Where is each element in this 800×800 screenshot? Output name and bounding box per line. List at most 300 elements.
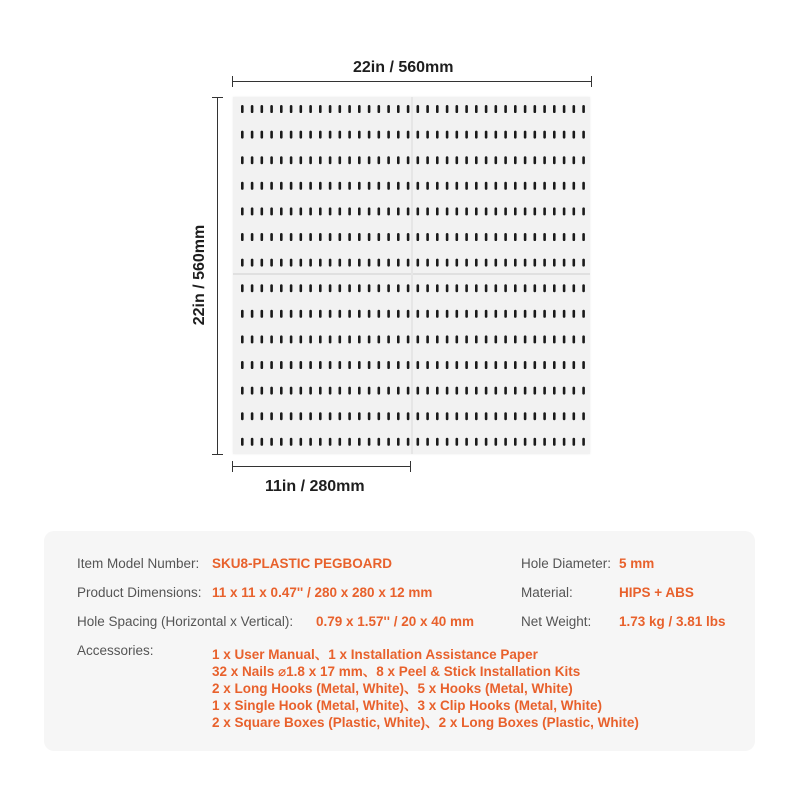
peg-hole [407, 284, 410, 292]
peg-hole [319, 335, 322, 343]
peg-hole [309, 182, 312, 190]
peg-hole [348, 412, 351, 420]
peg-hole [348, 310, 351, 318]
peg-hole [534, 412, 537, 420]
peg-hole [495, 156, 498, 164]
peg-hole [387, 284, 390, 292]
peg-hole [417, 438, 420, 446]
peg-hole [261, 387, 264, 395]
accessory-line: 2 x Square Boxes (Plastic, White)、2 x Long Boxes (Plastic, White) [212, 715, 639, 730]
peg-hole [504, 182, 507, 190]
peg-hole [387, 131, 390, 139]
peg-hole [465, 131, 468, 139]
peg-hole [426, 310, 429, 318]
peg-hole [495, 438, 498, 446]
peg-hole [300, 335, 303, 343]
peg-hole [329, 387, 332, 395]
peg-hole [485, 387, 488, 395]
peg-hole [553, 412, 556, 420]
peg-hole [417, 156, 420, 164]
peg-hole [504, 310, 507, 318]
peg-hole [280, 284, 283, 292]
peg-hole [475, 131, 478, 139]
top-dimension-tick-left [232, 76, 233, 87]
peg-hole [387, 156, 390, 164]
peg-hole [456, 233, 459, 241]
peg-hole [436, 387, 439, 395]
peg-hole [251, 233, 254, 241]
left-dimension-line [217, 97, 218, 455]
peg-hole [573, 438, 576, 446]
peg-hole [417, 233, 420, 241]
bottom-dimension-line [232, 466, 411, 467]
peg-hole [319, 105, 322, 113]
peg-hole [436, 361, 439, 369]
peg-hole [290, 310, 293, 318]
peg-hole [280, 412, 283, 420]
peg-hole [309, 284, 312, 292]
peg-hole [358, 387, 361, 395]
peg-hole [348, 182, 351, 190]
peg-hole [553, 310, 556, 318]
peg-hole [397, 284, 400, 292]
peg-hole [446, 284, 449, 292]
peg-hole [534, 207, 537, 215]
peg-hole [573, 387, 576, 395]
peg-hole [309, 361, 312, 369]
peg-hole [456, 387, 459, 395]
peg-hole [573, 105, 576, 113]
peg-hole [329, 131, 332, 139]
peg-hole [475, 182, 478, 190]
peg-hole [280, 156, 283, 164]
peg-hole [475, 105, 478, 113]
peg-hole [387, 310, 390, 318]
peg-hole [543, 259, 546, 267]
peg-hole [417, 131, 420, 139]
peg-hole [290, 207, 293, 215]
peg-hole [358, 310, 361, 318]
peg-hole [407, 412, 410, 420]
peg-hole [426, 412, 429, 420]
peg-hole [348, 387, 351, 395]
peg-hole [436, 207, 439, 215]
peg-hole [270, 259, 273, 267]
peg-hole [280, 105, 283, 113]
material-value: HIPS + ABS [619, 585, 694, 600]
peg-hole [358, 156, 361, 164]
peg-hole [582, 438, 585, 446]
peg-hole [534, 259, 537, 267]
peg-hole [270, 335, 273, 343]
peg-hole [368, 438, 371, 446]
peg-hole [465, 284, 468, 292]
peg-hole [280, 233, 283, 241]
peg-hole [534, 284, 537, 292]
peg-hole [397, 156, 400, 164]
peg-hole [475, 387, 478, 395]
peg-hole [417, 259, 420, 267]
peg-hole [241, 310, 244, 318]
peg-hole [446, 207, 449, 215]
peg-hole [261, 207, 264, 215]
peg-hole [339, 310, 342, 318]
peg-hole [280, 310, 283, 318]
panel-seam-vertical [411, 97, 413, 454]
peg-hole [573, 156, 576, 164]
peg-hole [329, 438, 332, 446]
peg-hole [378, 105, 381, 113]
peg-hole [553, 335, 556, 343]
peg-hole [543, 387, 546, 395]
peg-hole [417, 105, 420, 113]
peg-hole [534, 335, 537, 343]
peg-hole [524, 335, 527, 343]
peg-hole [339, 207, 342, 215]
peg-hole [329, 105, 332, 113]
bottom-dimension-tick-left [232, 461, 233, 472]
peg-hole [348, 438, 351, 446]
peg-hole [504, 387, 507, 395]
peg-hole [504, 156, 507, 164]
peg-hole [504, 412, 507, 420]
peg-hole [300, 207, 303, 215]
left-dimension-tick-bottom [212, 454, 223, 455]
peg-hole [426, 131, 429, 139]
peg-hole [514, 335, 517, 343]
peg-hole [280, 259, 283, 267]
peg-hole [514, 156, 517, 164]
peg-hole [368, 387, 371, 395]
peg-hole [456, 438, 459, 446]
peg-hole [436, 438, 439, 446]
peg-hole [368, 310, 371, 318]
peg-hole [563, 259, 566, 267]
peg-hole [251, 131, 254, 139]
peg-hole [543, 207, 546, 215]
peg-hole [524, 182, 527, 190]
peg-hole [465, 207, 468, 215]
left-dimension-label: 22in / 560mm [191, 224, 208, 326]
peg-hole [563, 182, 566, 190]
spec-card [44, 531, 755, 751]
peg-hole [339, 259, 342, 267]
peg-hole [426, 105, 429, 113]
peg-hole [543, 105, 546, 113]
peg-hole [407, 335, 410, 343]
peg-hole [534, 105, 537, 113]
peg-hole [241, 233, 244, 241]
peg-hole [495, 182, 498, 190]
peg-hole [573, 131, 576, 139]
accessories-label: Accessories: [77, 643, 154, 658]
peg-hole [582, 233, 585, 241]
peg-hole [563, 335, 566, 343]
peg-hole [495, 131, 498, 139]
peg-hole [329, 259, 332, 267]
peg-hole [446, 182, 449, 190]
peg-hole [348, 131, 351, 139]
peg-hole [475, 284, 478, 292]
peg-hole [329, 182, 332, 190]
peg-hole [358, 335, 361, 343]
peg-hole [407, 156, 410, 164]
peg-hole [339, 438, 342, 446]
peg-hole [514, 361, 517, 369]
peg-hole [524, 259, 527, 267]
peg-hole [241, 284, 244, 292]
peg-hole [261, 131, 264, 139]
peg-hole [270, 156, 273, 164]
peg-hole [300, 182, 303, 190]
peg-hole [300, 284, 303, 292]
peg-hole [241, 182, 244, 190]
peg-hole [582, 131, 585, 139]
peg-hole [407, 131, 410, 139]
peg-hole [339, 182, 342, 190]
peg-hole [270, 387, 273, 395]
peg-hole [485, 335, 488, 343]
peg-hole [407, 438, 410, 446]
peg-hole [290, 182, 293, 190]
peg-hole [495, 361, 498, 369]
peg-hole [319, 156, 322, 164]
peg-hole [514, 259, 517, 267]
peg-hole [446, 131, 449, 139]
peg-hole [456, 361, 459, 369]
peg-hole [426, 156, 429, 164]
peg-hole [524, 233, 527, 241]
peg-hole [348, 233, 351, 241]
peg-hole [300, 105, 303, 113]
peg-hole [309, 233, 312, 241]
peg-hole [348, 361, 351, 369]
peg-hole [582, 412, 585, 420]
peg-hole [582, 105, 585, 113]
peg-hole [280, 335, 283, 343]
peg-hole [534, 310, 537, 318]
peg-hole [280, 182, 283, 190]
peg-hole [397, 438, 400, 446]
peg-hole [504, 105, 507, 113]
peg-hole [563, 233, 566, 241]
peg-hole [485, 131, 488, 139]
peg-hole [426, 387, 429, 395]
peg-hole [417, 182, 420, 190]
peg-hole [378, 207, 381, 215]
spacing-label: Hole Spacing (Horizontal x Vertical): [77, 614, 294, 629]
peg-hole [446, 438, 449, 446]
peg-hole [495, 233, 498, 241]
peg-hole [563, 387, 566, 395]
peg-hole [397, 259, 400, 267]
peg-hole [368, 412, 371, 420]
peg-hole [446, 156, 449, 164]
peg-hole [553, 387, 556, 395]
peg-hole [573, 207, 576, 215]
accessory-line: 1 x User Manual、1 x Installation Assistance Paper [212, 647, 538, 662]
peg-hole [456, 412, 459, 420]
peg-hole [485, 361, 488, 369]
peg-hole [456, 131, 459, 139]
peg-hole [348, 207, 351, 215]
peg-hole [270, 310, 273, 318]
peg-hole [358, 361, 361, 369]
peg-hole [378, 310, 381, 318]
peg-hole [397, 233, 400, 241]
peg-hole [534, 131, 537, 139]
peg-hole [358, 438, 361, 446]
peg-hole [456, 182, 459, 190]
peg-hole [241, 361, 244, 369]
peg-hole [358, 182, 361, 190]
peg-hole [339, 156, 342, 164]
peg-hole [368, 284, 371, 292]
peg-hole [368, 105, 371, 113]
peg-hole [417, 310, 420, 318]
peg-hole [407, 310, 410, 318]
peg-hole [387, 387, 390, 395]
peg-hole [495, 387, 498, 395]
dimensions-value: 11 x 11 x 0.47'' / 280 x 280 x 12 mm [212, 585, 433, 600]
peg-hole [543, 438, 546, 446]
peg-hole [339, 131, 342, 139]
peg-hole [407, 233, 410, 241]
peg-hole [270, 361, 273, 369]
peg-hole [319, 412, 322, 420]
peg-hole [368, 207, 371, 215]
peg-hole [368, 335, 371, 343]
peg-hole [387, 412, 390, 420]
peg-hole [251, 387, 254, 395]
peg-hole [475, 412, 478, 420]
peg-hole [465, 233, 468, 241]
peg-hole [524, 105, 527, 113]
peg-hole [524, 438, 527, 446]
peg-hole [456, 105, 459, 113]
peg-hole [300, 131, 303, 139]
peg-hole [446, 335, 449, 343]
peg-hole [514, 182, 517, 190]
peg-hole [251, 156, 254, 164]
peg-hole [426, 259, 429, 267]
peg-hole [436, 131, 439, 139]
peg-hole [348, 284, 351, 292]
material-label: Material: [521, 585, 573, 600]
peg-hole [251, 284, 254, 292]
peg-hole [495, 310, 498, 318]
peg-hole [582, 310, 585, 318]
peg-hole [387, 207, 390, 215]
peg-hole [582, 156, 585, 164]
peg-hole [485, 156, 488, 164]
peg-hole [378, 259, 381, 267]
peg-hole [407, 207, 410, 215]
peg-hole [300, 156, 303, 164]
peg-hole [582, 182, 585, 190]
peg-hole [261, 156, 264, 164]
peg-hole [329, 207, 332, 215]
peg-hole [251, 182, 254, 190]
peg-hole [426, 284, 429, 292]
peg-hole [290, 438, 293, 446]
peg-hole [426, 207, 429, 215]
peg-hole [309, 412, 312, 420]
peg-hole [397, 207, 400, 215]
peg-hole [261, 105, 264, 113]
top-dimension-tick-right [591, 76, 592, 87]
peg-hole [339, 361, 342, 369]
peg-hole [300, 438, 303, 446]
spacing-value: 0.79 x 1.57'' / 20 x 40 mm [316, 614, 475, 629]
peg-hole [475, 335, 478, 343]
peg-hole [261, 233, 264, 241]
peg-hole [426, 335, 429, 343]
peg-hole [465, 156, 468, 164]
peg-hole [348, 105, 351, 113]
peg-hole [251, 105, 254, 113]
peg-hole [300, 259, 303, 267]
peg-hole [241, 156, 244, 164]
peg-hole [378, 412, 381, 420]
peg-hole [524, 387, 527, 395]
peg-hole [251, 438, 254, 446]
peg-hole [387, 259, 390, 267]
peg-hole [241, 335, 244, 343]
peg-hole [251, 412, 254, 420]
peg-hole [553, 156, 556, 164]
peg-hole [495, 259, 498, 267]
peg-hole [378, 233, 381, 241]
peg-hole [543, 412, 546, 420]
accessory-line: 1 x Single Hook (Metal, White)、3 x Clip Hooks (Metal, White) [212, 698, 603, 713]
peg-hole [397, 412, 400, 420]
peg-hole [300, 361, 303, 369]
peg-hole [290, 387, 293, 395]
peg-hole [485, 412, 488, 420]
peg-hole [465, 387, 468, 395]
peg-hole [319, 361, 322, 369]
peg-hole [465, 412, 468, 420]
peg-hole [543, 361, 546, 369]
peg-hole [417, 284, 420, 292]
peg-hole [563, 284, 566, 292]
peg-hole [290, 233, 293, 241]
peg-hole [300, 387, 303, 395]
peg-hole [514, 310, 517, 318]
peg-hole [378, 361, 381, 369]
peg-hole [582, 259, 585, 267]
peg-hole [270, 207, 273, 215]
peg-hole [553, 361, 556, 369]
peg-hole [387, 335, 390, 343]
peg-hole [543, 310, 546, 318]
peg-hole [270, 284, 273, 292]
peg-hole [573, 361, 576, 369]
peg-hole [543, 156, 546, 164]
peg-hole [582, 387, 585, 395]
peg-hole [456, 156, 459, 164]
peg-hole [553, 233, 556, 241]
peg-hole [436, 335, 439, 343]
peg-hole [339, 412, 342, 420]
peg-hole [485, 207, 488, 215]
peg-hole [329, 233, 332, 241]
peg-hole [378, 284, 381, 292]
pegboard-panel [233, 97, 590, 454]
net-weight-label: Net Weight: [521, 614, 592, 629]
peg-hole [329, 284, 332, 292]
